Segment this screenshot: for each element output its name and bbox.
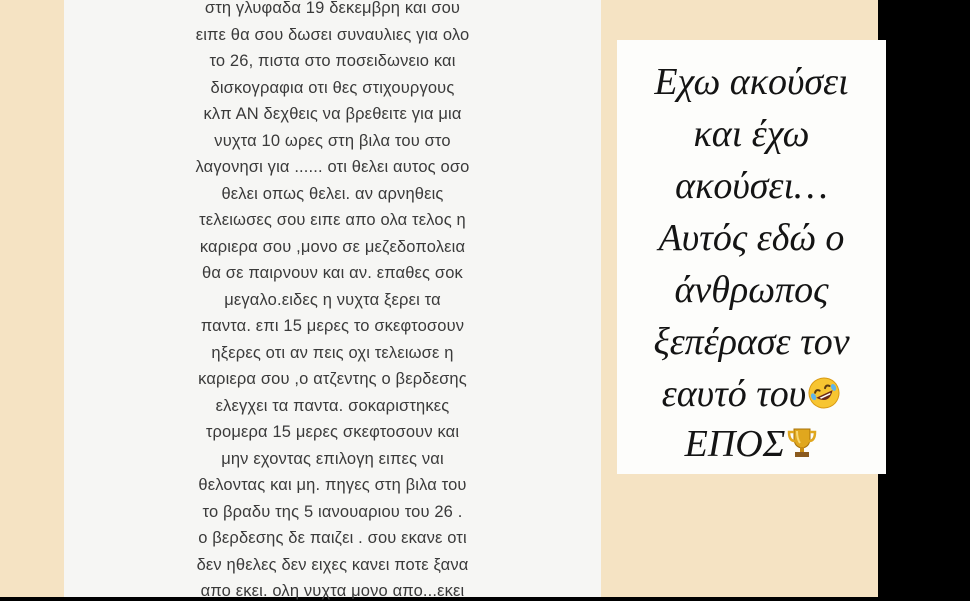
caption-line-2: και έχω [693,113,810,155]
message-line: ηξερες οτι αν πεις οχι τελειωσε η [211,343,454,362]
message-line: ο βερδεσης δε παιζει . σου εκανε οτι [198,529,467,547]
message-line: δεν ηθελες δεν ειχες κανει ποτε ξανα [196,555,469,574]
message-line: στη γλυφαδα 19 δεκεμβρη και σου [204,0,461,17]
message-line: ειπε θα σου δωσει συναυλιες για ολο [195,25,470,44]
message-line: απο εκει. ολη νυχτα μονο απο...εκει [200,582,465,600]
caption-card [617,40,886,474]
caption-line-5: άνθρωπος [674,269,829,311]
caption-line-1: Εχω ακούσει [654,61,849,103]
caption-line-3: ακούσει… [675,165,828,207]
message-line: το 26, πιστα στο ποσειδωνειο και [209,52,456,70]
message-line: ελεγχει τα παντα. σοκαριστηκες [215,396,450,415]
message-screenshot [64,0,601,600]
message-line: θα σε παιρνουν και αν. επαθες σοκ [202,264,463,282]
caption-line-4: Αυτός εδώ ο [658,217,845,259]
caption-line-7-text: εαυτό του [661,373,807,415]
message-line: καριερα σου ,ο ατζεντης ο βερδεσης [198,370,467,388]
message-line: καριερα σου ,μονο σε μεζεδοπολεια [199,237,466,256]
message-line: θελει οπως θελει. αν αρνηθεις [221,184,444,203]
message-line: θελοντας και μη. πηγες στη βιλα του [198,476,467,494]
message-line: δισκογραφια οτι θες στιχουργους [210,78,455,97]
message-line: μεγαλο.ειδες η νυχτα ξερει τα [224,290,441,309]
caption-line-8 [617,422,886,470]
message-line: το βραδυ της 5 ιανουαριου του 26 . [202,502,463,521]
caption-line-6: ξεπέρασε τον [653,321,850,363]
message-line: κλπ ΑΝ δεχθεις να βρεθειτε για μια [203,105,462,123]
rolling-laughing-emoji-icon [807,376,841,420]
message-line: λαγονησι για ...... οτι θελει αυτος οσο [195,158,470,176]
trophy-emoji-icon [786,426,818,470]
message-line: νυχτα 10 ωρες στη βιλα του στο [214,131,451,150]
caption-line-7 [617,372,886,420]
caption-line-8-text: ΕΠΟΣ [684,423,786,465]
message-text [64,0,601,600]
message-line: μην εχοντας επιλογη ειπες ναι [221,449,444,468]
message-line: τελειωσες σου ειπε απο ολα τελος η [199,211,466,229]
message-line: παντα. επι 15 μερες το σκεφτοσουν [200,317,465,335]
message-line: τρομερα 15 μερες σκεφτοσουν και [205,423,460,441]
